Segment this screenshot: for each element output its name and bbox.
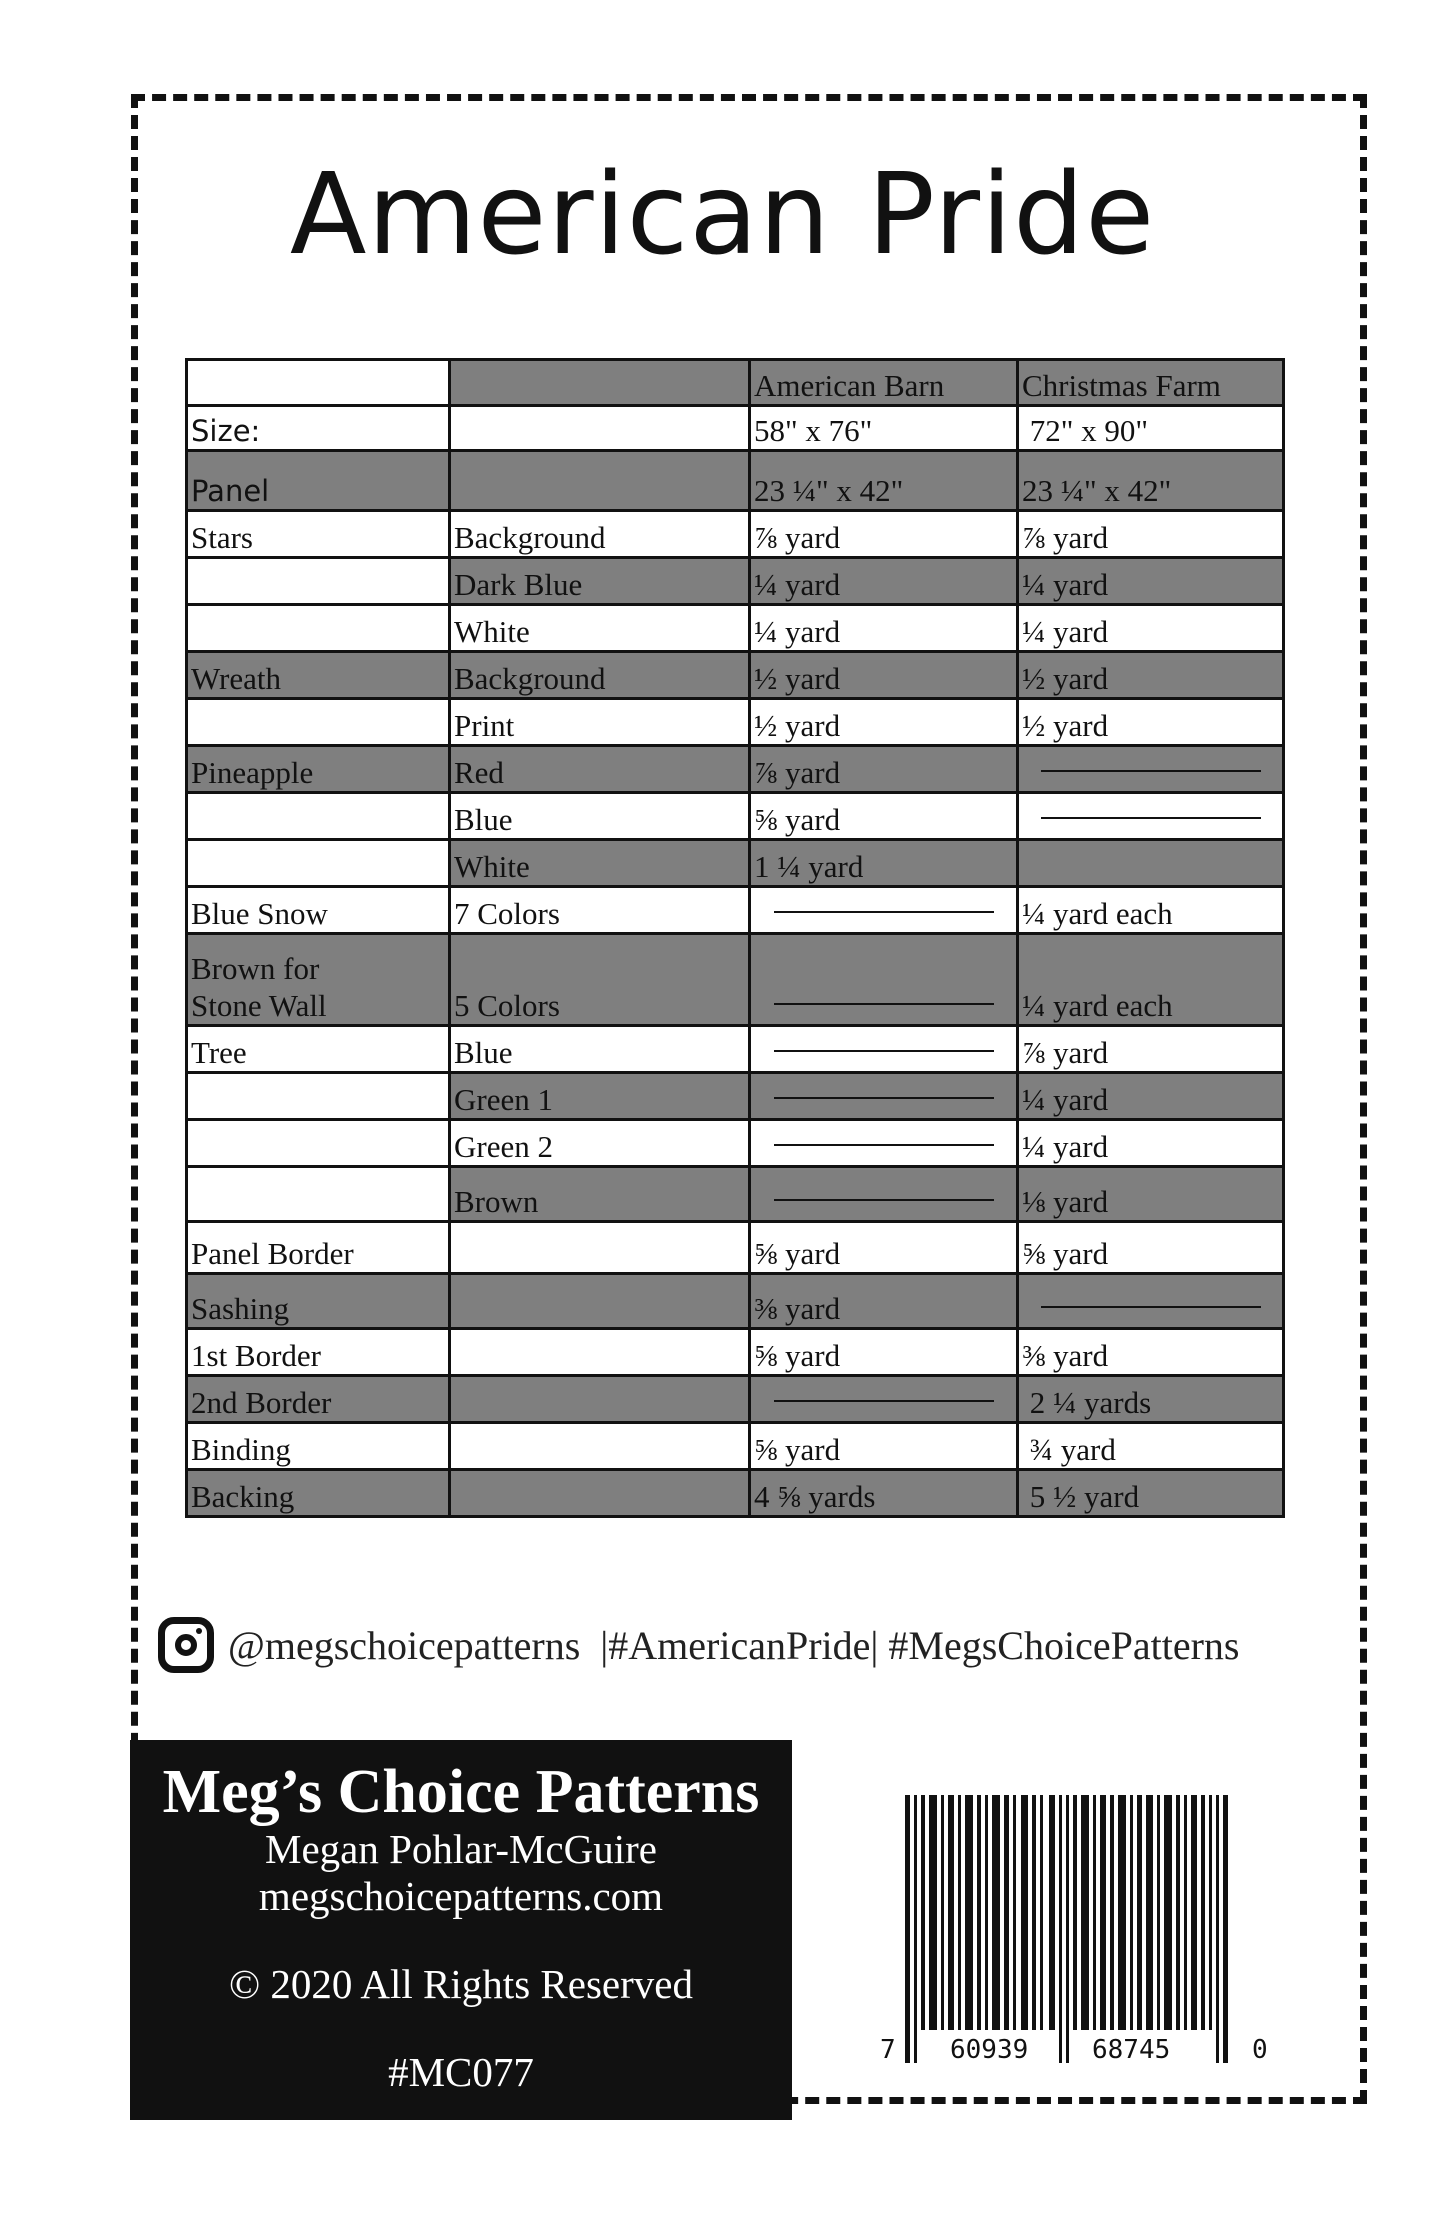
item-cell	[187, 1120, 450, 1167]
christmas-farm-cell: ¼ yard	[1018, 1073, 1284, 1120]
barcode-bar	[1081, 1795, 1089, 2030]
item-cell: Binding	[187, 1423, 450, 1470]
fabric-cell: White	[450, 840, 750, 887]
barcode-bar	[1073, 1795, 1077, 2030]
fabric-cell: Blue	[450, 793, 750, 840]
christmas-farm-cell: 23 ¼" x 42"	[1018, 451, 1284, 511]
barcode-digit-lead: 7	[880, 2035, 896, 2065]
barcode-bar	[905, 1795, 910, 2063]
fabric-cell: Blue	[450, 1026, 750, 1073]
american-barn-cell: ⅝ yard	[750, 1329, 1018, 1376]
barcode-bar	[1157, 1795, 1160, 2030]
item-cell: Sashing	[187, 1274, 450, 1329]
item-cell: 1st Border	[187, 1329, 450, 1376]
barcode-digits-left: 60939	[950, 2035, 1029, 2065]
item-cell	[187, 1167, 450, 1222]
barcode-bars	[905, 1795, 1235, 2055]
not-applicable-dash	[774, 1097, 994, 1099]
christmas-farm-cell: ⅞ yard	[1018, 511, 1284, 558]
barcode-bar	[1130, 1795, 1133, 2030]
item-cell: Wreath	[187, 652, 450, 699]
barcode-bar	[941, 1795, 944, 2030]
barcode-bar	[929, 1795, 937, 2030]
american-barn-cell: ½ yard	[750, 652, 1018, 699]
american-barn-cell	[750, 1167, 1018, 1222]
table-row	[187, 1376, 1284, 1423]
barcode-bar	[1032, 1795, 1036, 2030]
american-barn-cell: ⅝ yard	[750, 793, 1018, 840]
barcode-bar	[1040, 1795, 1043, 2030]
item-cell: Blue Snow	[187, 887, 450, 934]
barcode-bar	[1021, 1795, 1028, 2030]
product-code: #MC077	[388, 2049, 534, 2096]
not-applicable-dash	[1041, 770, 1261, 772]
fabric-cell	[450, 451, 750, 511]
barcode-bar	[1164, 1795, 1172, 2030]
christmas-farm-cell: ¾ yard	[1018, 1423, 1284, 1470]
christmas-farm-cell	[1018, 1274, 1284, 1329]
american-barn-cell	[750, 1026, 1018, 1073]
christmas-farm-cell: 2 ¼ yards	[1018, 1376, 1284, 1423]
item-cell	[187, 699, 450, 746]
table-row	[187, 793, 1284, 840]
barcode-bar	[921, 1795, 925, 2030]
header-christmas-farm: Christmas Farm	[1018, 360, 1284, 406]
american-barn-cell	[750, 887, 1018, 934]
barcode-bar	[1176, 1795, 1180, 2030]
barcode-bar	[1209, 1795, 1212, 2030]
american-barn-cell	[750, 1073, 1018, 1120]
fabric-cell: Dark Blue	[450, 558, 750, 605]
american-barn-cell: 58" x 76"	[750, 406, 1018, 451]
barcode-bar	[1137, 1795, 1142, 2030]
table-row	[187, 605, 1284, 652]
table-row	[187, 1026, 1284, 1073]
header-cell-shaded	[450, 360, 750, 406]
copyright: © 2020 All Rights Reserved	[229, 1961, 693, 2008]
table-row	[187, 1222, 1284, 1274]
brand-name: Meg’s Choice Patterns	[162, 1758, 760, 1826]
item-cell	[187, 1073, 450, 1120]
american-barn-cell: 23 ¼" x 42"	[750, 451, 1018, 511]
barcode-bar	[985, 1795, 988, 2030]
table-row	[187, 934, 1284, 1026]
fabric-requirements-table	[185, 358, 1285, 1518]
fabric-cell: Brown	[450, 1167, 750, 1222]
item-cell: Size:	[187, 406, 450, 451]
barcode-bar	[914, 1795, 917, 2063]
christmas-farm-cell	[1018, 840, 1284, 887]
item-cell: Backing	[187, 1470, 450, 1517]
fabric-cell: Background	[450, 652, 750, 699]
brand-box	[130, 1740, 792, 2120]
item-cell	[187, 558, 450, 605]
american-barn-cell: 1 ¼ yard	[750, 840, 1018, 887]
table-row	[187, 406, 1284, 451]
designer-name: Megan Pohlar-McGuire	[265, 1826, 657, 1873]
item-cell: Panel Border	[187, 1222, 450, 1274]
fabric-cell	[450, 1470, 750, 1517]
header-cell-blank	[187, 360, 450, 406]
not-applicable-dash	[774, 911, 994, 913]
american-barn-cell	[750, 934, 1018, 1026]
barcode-bar	[1216, 1795, 1219, 2063]
not-applicable-dash	[774, 1144, 994, 1146]
item-cell: 2nd Border	[187, 1376, 450, 1423]
american-barn-cell: ⅞ yard	[750, 511, 1018, 558]
christmas-farm-cell: ⅞ yard	[1018, 1026, 1284, 1073]
christmas-farm-cell: ½ yard	[1018, 652, 1284, 699]
fabric-cell	[450, 1423, 750, 1470]
christmas-farm-cell: 5 ½ yard	[1018, 1470, 1284, 1517]
fabric-cell: Green 1	[450, 1073, 750, 1120]
christmas-farm-cell: ¼ yard each	[1018, 934, 1284, 1026]
american-barn-cell: ⅞ yard	[750, 746, 1018, 793]
fabric-cell: 5 Colors	[450, 934, 750, 1026]
american-barn-cell	[750, 1376, 1018, 1423]
table-row	[187, 1073, 1284, 1120]
not-applicable-dash	[774, 1199, 994, 1201]
not-applicable-dash	[774, 1003, 994, 1005]
barcode-bar	[1191, 1795, 1197, 2030]
american-barn-cell: ⅝ yard	[750, 1222, 1018, 1274]
fabric-cell: Green 2	[450, 1120, 750, 1167]
fabric-cell	[450, 406, 750, 451]
fabric-cell: Background	[450, 511, 750, 558]
table-row	[187, 1274, 1284, 1329]
item-cell: Stars	[187, 511, 450, 558]
table-row	[187, 746, 1284, 793]
fabric-cell: Red	[450, 746, 750, 793]
barcode-bar	[1013, 1795, 1016, 2030]
barcode-bar	[1066, 1795, 1069, 2063]
instagram-icon	[158, 1617, 214, 1673]
barcode-bar	[1059, 1795, 1062, 2063]
item-cell: Panel	[187, 451, 450, 511]
table-header-row	[187, 360, 1284, 406]
barcode-bar	[1118, 1795, 1126, 2030]
upc-barcode	[880, 1795, 1270, 2075]
barcode-bar	[1146, 1795, 1153, 2030]
not-applicable-dash	[1041, 817, 1261, 819]
barcode-bar	[1100, 1795, 1106, 2030]
item-cell	[187, 840, 450, 887]
barcode-bar	[1004, 1795, 1009, 2030]
table-row	[187, 558, 1284, 605]
item-cell	[187, 605, 450, 652]
barcode-digit-check: 0	[1252, 2035, 1268, 2065]
table-row	[187, 1470, 1284, 1517]
christmas-farm-cell: 72" x 90"	[1018, 406, 1284, 451]
item-cell	[187, 793, 450, 840]
barcode-bar	[1049, 1795, 1055, 2030]
christmas-farm-cell: ¼ yard	[1018, 1120, 1284, 1167]
barcode-bar	[965, 1795, 973, 2030]
fabric-cell: Print	[450, 699, 750, 746]
christmas-farm-cell: ¼ yard	[1018, 605, 1284, 652]
item-cell: Pineapple	[187, 746, 450, 793]
social-line	[158, 1610, 1239, 1680]
not-applicable-dash	[1041, 1306, 1261, 1308]
american-barn-cell: 4 ⅝ yards	[750, 1470, 1018, 1517]
header-american-barn: American Barn	[750, 360, 1018, 406]
fabric-cell	[450, 1376, 750, 1423]
christmas-farm-cell: ⅜ yard	[1018, 1329, 1284, 1376]
barcode-bar	[948, 1795, 954, 2030]
pattern-title: American Pride	[289, 150, 1156, 280]
fabric-cell: White	[450, 605, 750, 652]
barcode-bar	[1184, 1795, 1187, 2030]
barcode-bar	[1110, 1795, 1114, 2030]
american-barn-cell	[750, 1120, 1018, 1167]
barcode-digits-right: 68745	[1092, 2035, 1171, 2065]
table-row	[187, 451, 1284, 511]
fabric-cell	[450, 1222, 750, 1274]
table-row	[187, 840, 1284, 887]
american-barn-cell: ¼ yard	[750, 558, 1018, 605]
not-applicable-dash	[774, 1400, 994, 1402]
table-row	[187, 1120, 1284, 1167]
table-row	[187, 887, 1284, 934]
fabric-cell	[450, 1329, 750, 1376]
christmas-farm-cell	[1018, 746, 1284, 793]
website: megschoicepatterns.com	[258, 1873, 664, 1920]
american-barn-cell: ½ yard	[750, 699, 1018, 746]
christmas-farm-cell	[1018, 793, 1284, 840]
american-barn-cell: ⅝ yard	[750, 1423, 1018, 1470]
not-applicable-dash	[774, 1050, 994, 1052]
item-cell: Brown for Stone Wall	[187, 934, 450, 1026]
christmas-farm-cell: ¼ yard each	[1018, 887, 1284, 934]
fabric-cell	[450, 1274, 750, 1329]
fabric-cell: 7 Colors	[450, 887, 750, 934]
item-cell: Tree	[187, 1026, 450, 1073]
barcode-bar	[992, 1795, 1000, 2030]
american-barn-cell: ⅜ yard	[750, 1274, 1018, 1329]
barcode-bar	[1093, 1795, 1096, 2030]
table-row	[187, 699, 1284, 746]
table-row	[187, 1329, 1284, 1376]
barcode-bar	[958, 1795, 961, 2030]
christmas-farm-cell: ⅝ yard	[1018, 1222, 1284, 1274]
table-row	[187, 1423, 1284, 1470]
american-barn-cell: ¼ yard	[750, 605, 1018, 652]
barcode-bar	[977, 1795, 981, 2030]
christmas-farm-cell: ½ yard	[1018, 699, 1284, 746]
table-row	[187, 1167, 1284, 1222]
christmas-farm-cell: ⅛ yard	[1018, 1167, 1284, 1222]
christmas-farm-cell: ¼ yard	[1018, 558, 1284, 605]
table-row	[187, 511, 1284, 558]
barcode-bar	[1223, 1795, 1228, 2063]
barcode-bar	[1201, 1795, 1205, 2030]
social-handles: @megschoicepatterns |#AmericanPride| #MegsChoicePatterns	[228, 1622, 1240, 1668]
table-row	[187, 652, 1284, 699]
